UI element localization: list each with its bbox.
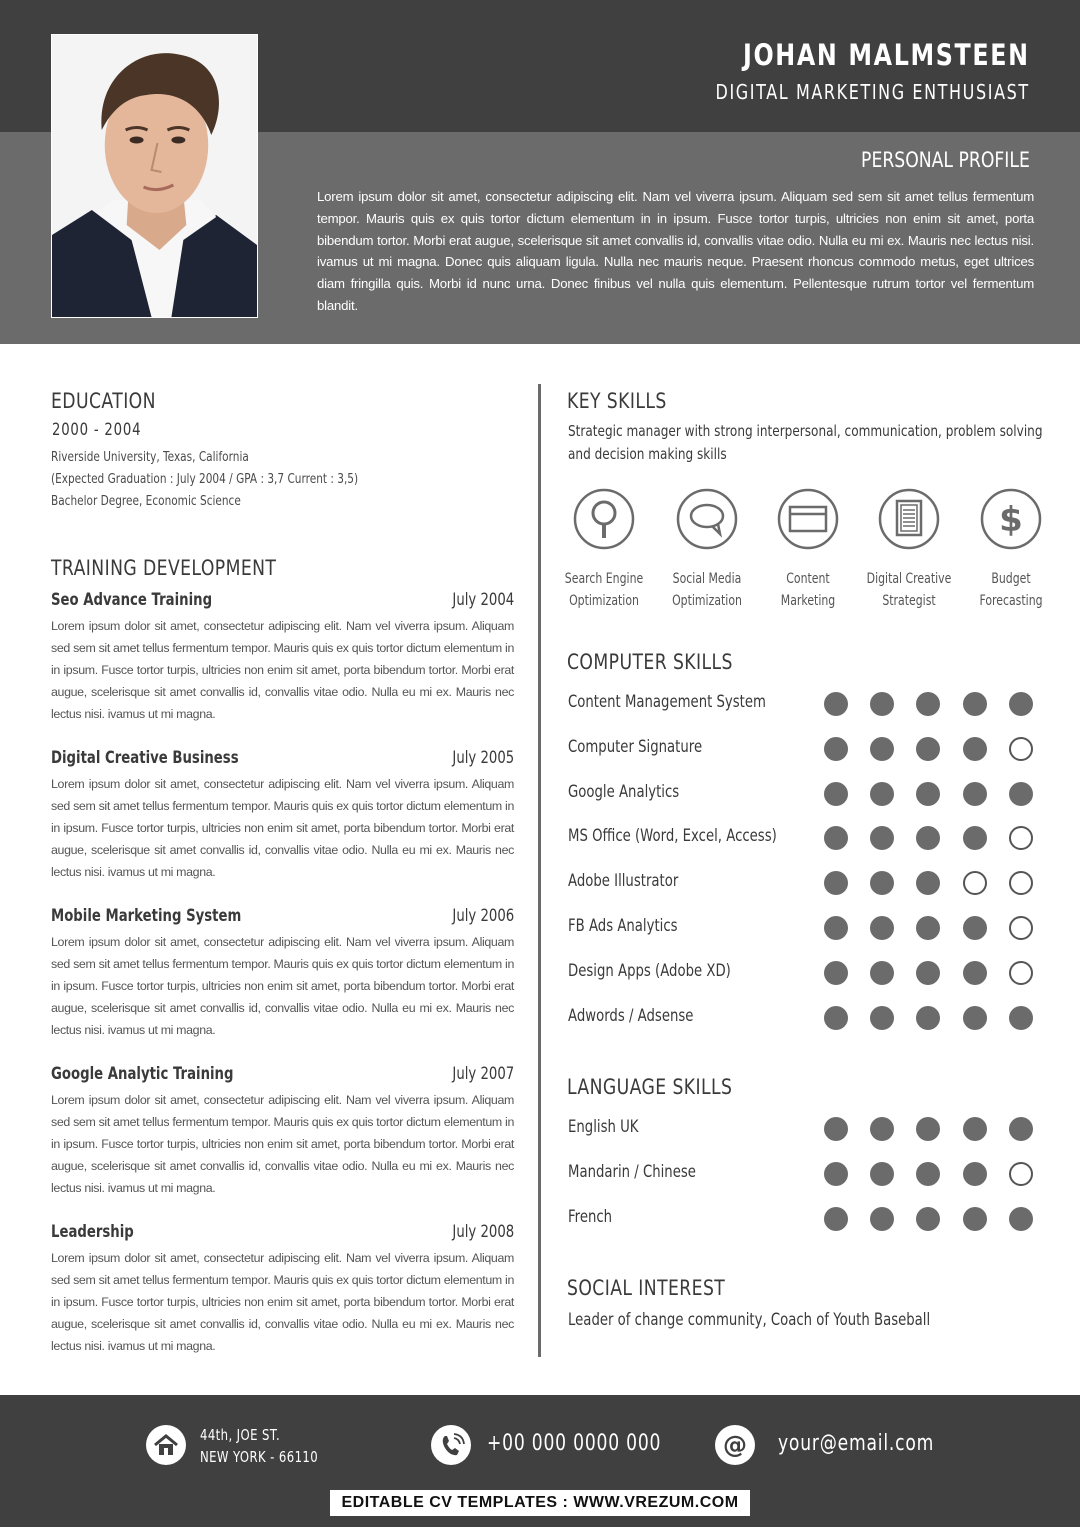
skill-rating: [824, 692, 1034, 716]
rating-dot-filled: [1009, 1117, 1033, 1141]
language-skills-heading: LANGUAGE SKILLS: [567, 1075, 733, 1099]
profile-heading: PERSONAL PROFILE: [861, 148, 1030, 172]
rating-dot-filled: [824, 1117, 848, 1141]
skill-name: French: [568, 1206, 613, 1227]
rating-dot-filled: [1009, 1207, 1033, 1231]
skill-rating: [824, 737, 1034, 761]
training-title: Mobile Marketing System: [51, 906, 242, 926]
rating-dot-filled: [1009, 692, 1033, 716]
key-skill-label: Content Marketing: [780, 571, 836, 609]
rating-dot-filled: [870, 737, 894, 761]
rating-dot-filled: [916, 692, 940, 716]
computer-skills-heading: COMPUTER SKILLS: [567, 650, 733, 674]
address: [200, 1424, 351, 1468]
rating-dot-filled: [870, 1006, 894, 1030]
skill-row: [568, 690, 1038, 720]
training-description: Lorem ipsum dolor sit amet, consectetur adipiscing elit. Nam vel viverra ipsum. Aliquam sed sem sit amet tellus fermentum tempor. Mauris quis ex quis tortor dictum elementum in in ipsum. Fusce tortor turpis, ultricies non enim sit amet, porta bibendum tortor. Morbi erat augue, scelerisque sit amet convallis id, convallis vitae odio. Nulla eu mi ex. Mauris nec lectus nisi. ivamus ut mi magna.: [51, 935, 514, 1037]
training-heading: TRAINING DEVELOPMENT: [51, 556, 277, 580]
key-skill-label: Budget Forecasting: [979, 571, 1043, 609]
phone-number: +00 000 0000 000: [487, 1431, 662, 1456]
rating-dot-empty: [1009, 871, 1033, 895]
education-graduation: (Expected Graduation : July 2004 / GPA : 3,7 Current : 3,5): [51, 471, 359, 487]
rating-dot-empty: [1009, 826, 1033, 850]
training-date: July 2008: [452, 1222, 514, 1242]
rating-dot-filled: [963, 1207, 987, 1231]
skill-name: FB Ads Analytics: [568, 916, 678, 936]
column-divider: [538, 384, 541, 1357]
key-skills-intro-text: Strategic manager with strong interpersonal, communication, problem solving and decision making skills: [568, 422, 1043, 463]
address-line-1: 44th, JOE ST.: [200, 1426, 281, 1444]
rating-dot-filled: [824, 826, 848, 850]
skill-row: [568, 735, 1038, 765]
job-title: DIGITAL MARKETING ENTHUSIAST: [715, 80, 1030, 104]
rating-dot-filled: [870, 826, 894, 850]
rating-dot-empty: [1009, 916, 1033, 940]
browser-window-icon: [777, 488, 839, 550]
rating-dot-empty: [1009, 961, 1033, 985]
skill-name: English UK: [568, 1117, 639, 1137]
rating-dot-filled: [870, 692, 894, 716]
skill-name: Adobe Illustrator: [568, 871, 679, 892]
rating-dot-filled: [963, 1117, 987, 1141]
rating-dot-filled: [1009, 1006, 1033, 1030]
rating-dot-filled: [870, 961, 894, 985]
key-skill-item: [753, 488, 863, 612]
svg-text:$: $: [999, 500, 1023, 540]
key-skill-label: Social Media Optimization: [672, 571, 742, 609]
education-degree: Bachelor Degree, Economic Science: [51, 493, 241, 509]
social-interest-heading: SOCIAL INTEREST: [567, 1276, 726, 1300]
rating-dot-filled: [824, 1207, 848, 1231]
skill-row: [568, 959, 1038, 989]
rating-dot-filled: [870, 782, 894, 806]
rating-dot-filled: [824, 737, 848, 761]
email-address: your@email.com: [778, 1431, 935, 1456]
skill-rating: [824, 871, 1034, 895]
skill-name: Design Apps (Adobe XD): [568, 960, 731, 981]
rating-dot-filled: [824, 961, 848, 985]
rating-dot-filled: [963, 961, 987, 985]
rating-dot-filled: [916, 871, 940, 895]
training-title: Seo Advance Training: [51, 590, 213, 610]
training-description: Lorem ipsum dolor sit amet, consectetur adipiscing elit. Nam vel viverra ipsum. Aliquam sed sem sit amet tellus fermentum tempor. Mauris quis ex quis tortor dictum elementum in in ipsum. Fusce tortor turpis, ultricies non enim sit amet, porta bibendum tortor. Morbi erat augue, scelerisque sit amet convallis id, convallis vitae odio. Nulla eu mi ex. Mauris nec lectus nisi. ivamus ut mi magna.: [51, 1251, 514, 1353]
rating-dot-filled: [824, 692, 848, 716]
skill-row: [568, 1205, 1038, 1235]
rating-dot-filled: [916, 916, 940, 940]
key-skill-item: [549, 488, 659, 612]
rating-dot-filled: [870, 916, 894, 940]
person-name: JOHAN MALMSTEEN: [743, 38, 1030, 72]
skill-row: [568, 1004, 1038, 1034]
rating-dot-filled: [963, 826, 987, 850]
profile-photo: [51, 34, 258, 318]
skill-row: [568, 1160, 1038, 1190]
svg-text:@: @: [723, 1431, 747, 1459]
skill-row: [568, 824, 1038, 854]
profile-text: Lorem ipsum dolor sit amet, consectetur adipiscing elit. Nam vel viverra ipsum. Aliquam sed sem sit amet tellus fermentum tempor. Mauris quis ex quis tortor dictum elementum in in ipsum. Fusce tortor turpis, ultricies non enim sit amet, porta bibendum tortor. Morbi erat augue, scelerisque sit amet convallis id, convallis vitae odio. Nulla eu mi ex. Mauris nec lectus nisi. ivamus ut mi magna. Donec quis aliquam ligula. Nulla nec mauris neque. Praesent rhoncus commodo metus, eget ultrices diam fringilla quis. Morbi id nunc urna. Donec finibus vel nulla quis elementum. Pellentesque rutrum tortor vel fermentum blandit.: [317, 189, 1034, 313]
skill-rating: [824, 1207, 1034, 1231]
skill-rating: [824, 782, 1034, 806]
house-icon: [146, 1425, 186, 1465]
skill-row: [568, 1115, 1038, 1145]
education-years: 2000 - 2004: [52, 420, 142, 440]
key-skills-heading: KEY SKILLS: [567, 389, 667, 413]
training-title: Google Analytic Training: [51, 1064, 234, 1084]
training-date: July 2006: [452, 906, 514, 926]
rating-dot-filled: [870, 1117, 894, 1141]
rating-dot-empty: [963, 871, 987, 895]
skill-name: Google Analytics: [568, 781, 680, 802]
magnifier-icon: [573, 488, 635, 550]
rating-dot-empty: [1009, 737, 1033, 761]
key-skill-item: [854, 488, 964, 612]
chat-bubble-icon: [676, 488, 738, 550]
rating-dot-filled: [963, 916, 987, 940]
education-school: Riverside University, Texas, California: [51, 449, 249, 465]
address-line-2: NEW YORK - 66110: [200, 1448, 319, 1466]
skill-rating: [824, 1117, 1034, 1141]
rating-dot-filled: [1009, 782, 1033, 806]
rating-dot-filled: [870, 871, 894, 895]
rating-dot-filled: [916, 737, 940, 761]
key-skills-intro: [568, 420, 1058, 466]
rating-dot-filled: [963, 782, 987, 806]
rating-dot-filled: [963, 1162, 987, 1186]
skill-row: [568, 780, 1038, 810]
rating-dot-filled: [963, 737, 987, 761]
skill-rating: [824, 961, 1034, 985]
document-icon: [878, 488, 940, 550]
skill-rating: [824, 1006, 1034, 1030]
training-description: Lorem ipsum dolor sit amet, consectetur adipiscing elit. Nam vel viverra ipsum. Aliquam sed sem sit amet tellus fermentum tempor. Mauris quis ex quis tortor dictum elementum in in ipsum. Fusce tortor turpis, ultricies non enim sit amet, porta bibendum tortor. Morbi erat augue, scelerisque sit amet convallis id, convallis vitae odio. Nulla eu mi ex. Mauris nec lectus nisi. ivamus ut mi magna.: [51, 777, 514, 879]
skill-rating: [824, 1162, 1034, 1186]
training-date: July 2005: [452, 748, 514, 768]
rating-dot-filled: [824, 871, 848, 895]
training-date: July 2004: [452, 590, 514, 610]
skill-name: Content Management System: [568, 692, 766, 712]
rating-dot-empty: [1009, 1162, 1033, 1186]
rating-dot-filled: [916, 1162, 940, 1186]
rating-dot-filled: [916, 1207, 940, 1231]
rating-dot-filled: [916, 826, 940, 850]
key-skill-label: Digital Creative Strategist: [866, 571, 952, 609]
training-description: Lorem ipsum dolor sit amet, consectetur adipiscing elit. Nam vel viverra ipsum. Aliquam sed sem sit amet tellus fermentum tempor. Mauris quis ex quis tortor dictum elementum in in ipsum. Fusce tortor turpis, ultricies non enim sit amet, porta bibendum tortor. Morbi erat augue, scelerisque sit amet convallis id, convallis vitae odio. Nulla eu mi ex. Mauris nec lectus nisi. ivamus ut mi magna.: [51, 1093, 514, 1195]
key-skill-item: [956, 488, 1066, 612]
skill-row: [568, 914, 1038, 944]
dollar-icon: [980, 488, 1042, 550]
rating-dot-filled: [870, 1207, 894, 1231]
at-sign-icon: [715, 1425, 755, 1465]
skill-name: Computer Signature: [568, 736, 703, 757]
key-skill-item: [652, 488, 762, 612]
skill-name: Mandarin / Chinese: [568, 1161, 696, 1182]
skill-rating: [824, 916, 1034, 940]
rating-dot-filled: [824, 1006, 848, 1030]
watermark-text: EDITABLE CV TEMPLATES : WWW.VREZUM.COM: [341, 1494, 739, 1511]
skill-name: MS Office (Word, Excel, Access): [568, 826, 777, 847]
key-skill-label: Search Engine Optimization: [564, 571, 644, 609]
training-title: Leadership: [51, 1222, 134, 1242]
phone-icon: [431, 1425, 471, 1465]
skill-rating: [824, 826, 1034, 850]
rating-dot-filled: [824, 1162, 848, 1186]
rating-dot-filled: [963, 692, 987, 716]
rating-dot-filled: [916, 961, 940, 985]
training-date: July 2007: [452, 1064, 514, 1084]
skill-row: [568, 869, 1038, 899]
education-heading: EDUCATION: [51, 389, 156, 413]
rating-dot-filled: [916, 1117, 940, 1141]
rating-dot-filled: [916, 1006, 940, 1030]
rating-dot-filled: [916, 782, 940, 806]
rating-dot-filled: [824, 782, 848, 806]
training-title: Digital Creative Business: [51, 748, 239, 768]
rating-dot-filled: [963, 1006, 987, 1030]
skill-name: Adwords / Adsense: [568, 1005, 694, 1026]
rating-dot-filled: [870, 1162, 894, 1186]
social-interest-text: Leader of change community, Coach of Youth Baseball: [568, 1310, 931, 1330]
training-description: Lorem ipsum dolor sit amet, consectetur adipiscing elit. Nam vel viverra ipsum. Aliquam sed sem sit amet tellus fermentum tempor. Mauris quis ex quis tortor dictum elementum in in ipsum. Fusce tortor turpis, ultricies non enim sit amet, porta bibendum tortor. Morbi erat augue, scelerisque sit amet convallis id, convallis vitae odio. Nulla eu mi ex. Mauris nec lectus nisi. ivamus ut mi magna.: [51, 619, 514, 721]
rating-dot-filled: [824, 916, 848, 940]
